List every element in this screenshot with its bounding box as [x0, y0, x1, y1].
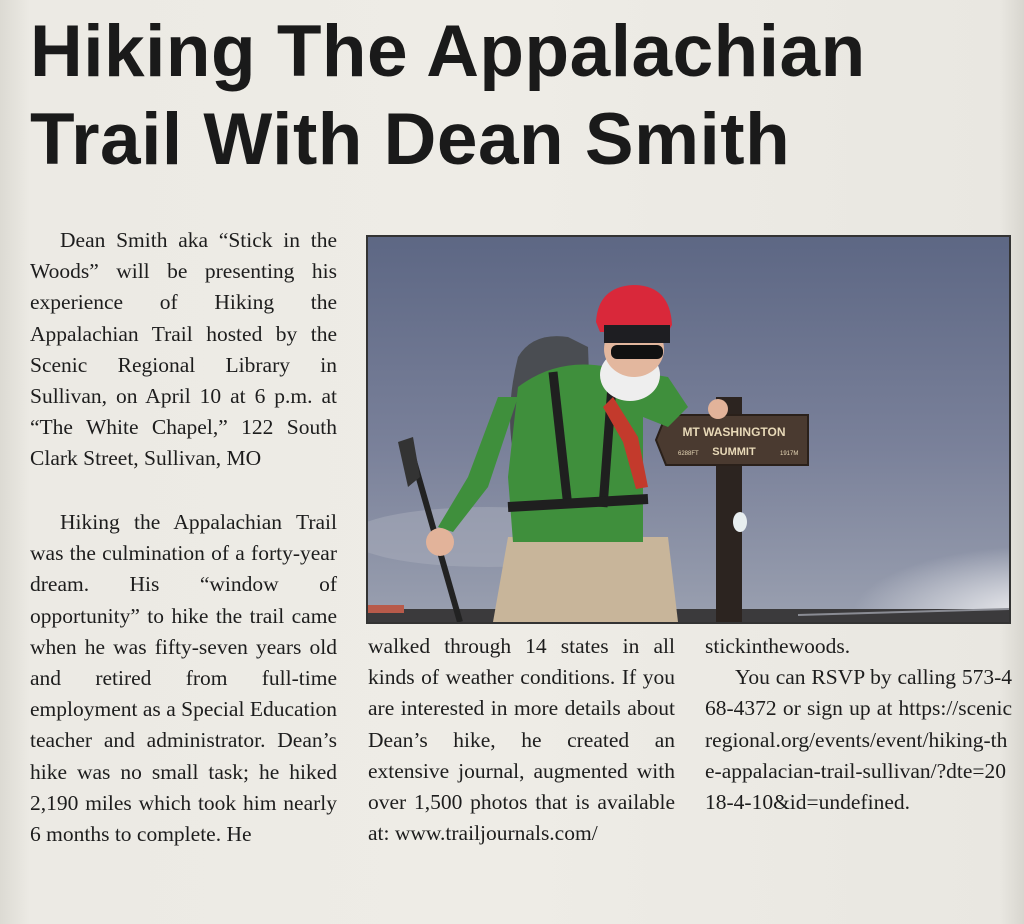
article-column-3: [705, 631, 1012, 818]
hiker-photo-illustration: [368, 237, 1009, 622]
article-paragraph-2-continued: walked through 14 states in all kinds of weather conditions. If you are interested in more details about Dean’s hike, he created an extensive journal, augmented with over 1,500 photos that is available at: www.trailjournals.com/: [368, 634, 675, 846]
hat-band: [604, 325, 670, 343]
article-column-2: [368, 631, 675, 849]
sunglasses: [611, 345, 663, 359]
pants: [493, 537, 678, 622]
hand: [426, 528, 454, 556]
rsvp-paragraph: You can RSVP by calling 573-468-4372 or sign up at https://scenicregional.org/events/event/hiking-the-appalacian-trail-sullivan/?dte=2018-4-10&id=undefined.: [705, 665, 1012, 815]
sign-elevation-m: 1917M: [780, 451, 799, 457]
hand-on-sign: [708, 399, 728, 419]
sign-line-2: SUMMIT: [712, 446, 756, 458]
distant-structure: [368, 605, 404, 613]
hiker-photo: [366, 235, 1011, 624]
headline: [30, 8, 1020, 184]
article-paragraph-2: Hiking the Appalachian Trail was the culmination of a forty-year dream. His “window of opportunity” to hike the trail came when he was fifty-seven years old and retired from full-time employment as a Special Education teacher and administrator. Dean’s hike was no small task; he hiked 2,190 miles which took him nearly 6 months to complete. He: [30, 510, 337, 847]
sign-line-1: MT WASHINGTON: [682, 425, 786, 439]
sign-elevation-ft: 6288FT: [678, 451, 699, 457]
article-paragraph-1: Dean Smith aka “Stick in the Woods” will be presenting his experience of Hiking the Appalachian Trail hosted by the Scenic Regional Library in Sullivan, on April 10 at 6 p.m. at “The White Chapel,” 122 South Clark Street, Sullivan, MO: [30, 228, 337, 471]
article-column-1-lower: [30, 507, 337, 850]
article-column-1-upper: [30, 225, 337, 475]
article-paragraph-2-end: stickinthewoods.: [705, 634, 851, 658]
headline-line-1: Hiking The Appalachian: [30, 11, 866, 92]
headline-line-2: Trail With Dean Smith: [30, 99, 791, 180]
trail-marker-icon: [733, 512, 747, 532]
